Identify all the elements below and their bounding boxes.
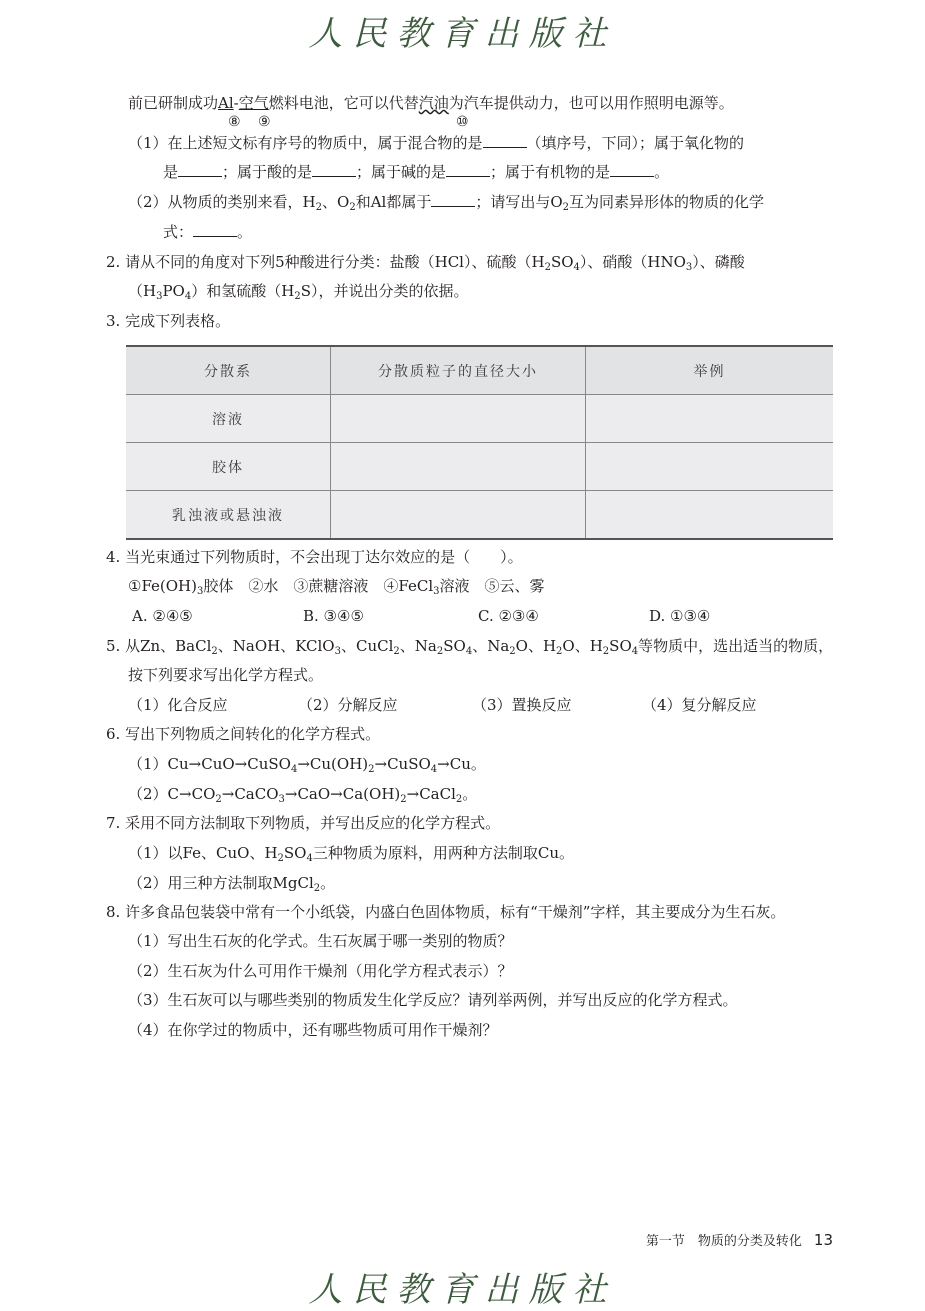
table-cell-empty: [331, 443, 586, 491]
q8-prompt: 8. 许多食品包装袋中常有一个小纸袋，内盛白色固体物质，标有“干燥剂”字样，其主要成分为生石灰。: [106, 903, 786, 921]
intro-al: Al: [218, 94, 234, 112]
q8-sub1: （1）写出生石灰的化学式。生石灰属于哪一类别的物质？: [128, 932, 513, 950]
marker-8: ⑧: [228, 114, 241, 130]
q8-sub2: （2）生石灰为什么可用作干燥剂（用化学方程式表示）？: [128, 962, 513, 980]
publisher-logo-top: 人民教育出版社: [308, 14, 617, 54]
q4-prompt: 4. 当光束通过下列物质时，不会出现丁达尔效应的是（ ）。: [106, 548, 523, 566]
marker-9: ⑨: [258, 114, 271, 130]
answer-blank: [431, 192, 475, 207]
intro-text: 前已研制成功: [128, 94, 219, 112]
table-cell: 胶体: [126, 443, 331, 491]
table-cell-empty: [586, 395, 834, 443]
table-header: 分散质粒子的直径大小: [331, 346, 586, 395]
table-header: 分散系: [126, 346, 331, 395]
q5-req3: （3）置换反应: [472, 696, 572, 714]
answer-blank: [193, 222, 237, 237]
q2-line1: 2. 请从不同的角度对下列5种酸进行分类：盐酸（HCl）、硫酸$(H_2SO_4)$、硝酸$(HNO_3)$、磷酸: [106, 253, 745, 273]
table-cell-empty: [586, 491, 834, 540]
q4-items: $①Fe(OH)_3$胶体 ②水 ③蔗糖溶液 ④FeCl$_3$溶液 ⑤云、雾: [128, 577, 545, 597]
q5-line2: 按下列要求写出化学方程式。: [128, 666, 324, 684]
q5-req1: （1）化合反应: [128, 696, 228, 714]
q7-sub2: （2）用三种方法制取MgCl$_2$。: [128, 874, 336, 894]
answer-blank: [312, 162, 356, 177]
q1-part2-line2: 式： 。: [163, 223, 253, 241]
q1-part2-line1: （2）从物质的类别来看，$H_2$、$O_2$和Al都属于 ；请写出与$O_2$互为同素异形体的物质的化学: [128, 193, 765, 213]
dispersion-table: [126, 345, 833, 540]
intro-air: 空气: [238, 94, 269, 112]
table-header-row: [126, 346, 833, 395]
q1-part1-line1: （1）在上述短文标有序号的物质中，属于混合物的是 （填序号，下同）；属于氧化物的: [128, 134, 745, 152]
q4-option-d: D. ①③④: [649, 607, 711, 625]
q6-prompt: 6. 写出下列物质之间转化的化学方程式。: [106, 725, 381, 743]
q5-req2: （2）分解反应: [298, 696, 398, 714]
q5-line1: 5. 从Zn、BaCl$_2$、NaOH、KClO$_3$、CuCl$_2$、$Na_2SO_4$、$Na_2O$、$H_2O$、$H_2SO_4$等物质中，选出适当的物质，: [106, 637, 834, 657]
table-cell: 乳浊液或悬浊液: [126, 491, 331, 540]
q6-chain2: $(2)C\to CO_2\to CaCO_3\to CaO\to Ca(OH)_2\to CaCl_2$。: [128, 785, 478, 805]
intro-text: 为汽车提供动力，也可以用作照明电源等。: [448, 94, 734, 112]
intro-text: 燃料电池，它可以代替: [268, 94, 419, 112]
q2-line2: $(H_3PO_4)$和氢硫酸$(H_2S)$，并说出分类的依据。: [128, 282, 469, 302]
q7-sub1: （1）以Fe、CuO、$H_2SO_4$三种物质为原料，用两种方法制取Cu。: [128, 844, 574, 864]
q4-option-a: A. ②④⑤: [132, 607, 193, 625]
q4-option-c: C. ②③④: [478, 607, 539, 625]
q7-prompt: 7. 采用不同方法制取下列物质，并写出反应的化学方程式。: [106, 814, 501, 832]
table-row: [126, 395, 833, 443]
table-cell-empty: [586, 443, 834, 491]
page-number: 13: [813, 1231, 833, 1249]
q6-chain1: $(1)Cu\to CuO\to CuSO_4\to Cu(OH)_2\to CuSO_4\to Cu$。: [128, 755, 486, 775]
q5-req4: （4）复分解反应: [642, 696, 757, 714]
answer-blank: [610, 162, 654, 177]
answer-blank: [446, 162, 490, 177]
answer-blank: [178, 162, 222, 177]
q8-sub3: （3）生石灰可以与哪些类别的物质发生化学反应？请列举两例，并写出反应的化学方程式。: [128, 991, 738, 1009]
table-row: [126, 491, 833, 540]
table-header: 举例: [586, 346, 834, 395]
intro-dash: -: [233, 94, 239, 112]
intro-gasoline: 汽油: [418, 94, 449, 112]
q3-prompt: 3. 完成下列表格。: [106, 312, 231, 330]
q8-sub4: （4）在你学过的物质中，还有哪些物质可用作干燥剂？: [128, 1021, 498, 1039]
q4-option-b: B. ③④⑤: [303, 607, 364, 625]
q1-part1-line2: 是 ；属于酸的是 ；属于碱的是 ；属于有机物的是 。: [163, 163, 670, 181]
footer-section: 第一节 物质的分类及转化: [645, 1234, 802, 1249]
marker-10: ⑩: [456, 114, 469, 130]
intro-line: [128, 93, 734, 113]
table-row: [126, 443, 833, 491]
table-cell: 溶液: [126, 395, 331, 443]
table-cell-empty: [331, 491, 586, 540]
page-footer: [646, 1230, 833, 1249]
table-cell-empty: [331, 395, 586, 443]
answer-blank: [483, 133, 527, 148]
publisher-logo-bottom: 人民教育出版社: [308, 1270, 617, 1310]
